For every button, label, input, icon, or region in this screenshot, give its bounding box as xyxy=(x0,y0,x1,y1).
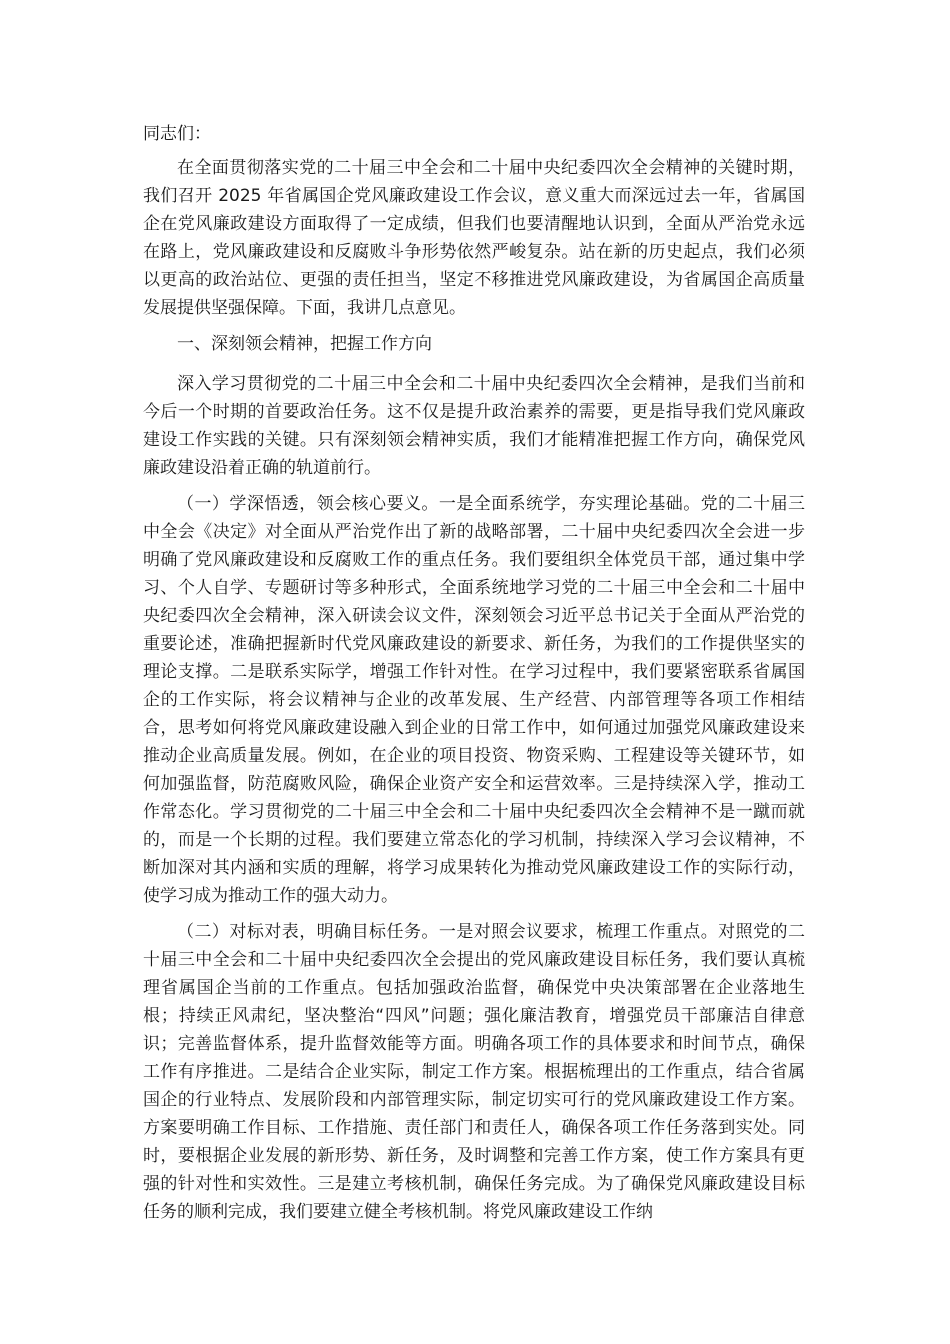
subsection-1-paragraph: （一）学深悟透，领会核心要义。一是全面系统学，夯实理论基础。党的二十届三中全会《决定》对全面从严治党作出了新的战略部署，二十届中央纪委四次全会进一步明确了党风廉政建设和反腐败工作的重点任务。我们要组织全体党员干部，通过集中学习、个人自学、专题研讨等多种形式，全面系统地学习党的二十届三中全会和二十届中央纪委四次全会精神，深入研读会议文件，深刻领会习近平总书记关于全面从严治党的重要论述，准确把握新时代党风廉政建设的新要求、新任务，为我们的工作提供坚实的理论支撑。二是联系实际学，增强工作针对性。在学习过程中，我们要紧密联系省属国企的工作实际，将会议精神与企业的改革发展、生产经营、内部管理等各项工作相结合，思考如何将党风廉政建设融入到企业的日常工作中，如何通过加强党风廉政建设来推动企业高质量发展。例如，在企业的项目投资、物资采购、工程建设等关键环节，如何加强监督，防范腐败风险，确保企业资产安全和运营效率。三是持续深入学，推动工作常态化。学习贯彻党的二十届三中全会和二十届中央纪委四次全会精神不是一蹴而就的，而是一个长期的过程。我们要建立常态化的学习机制，持续深入学习会议精神，不断加深对其内涵和实质的理解，将学习成果转化为推动党风廉政建设工作的实际行动，使学习成为推动工作的强大动力。 xyxy=(143,494,805,906)
salutation: 同志们： xyxy=(143,124,211,144)
section-heading-1: 一、深刻领会精神，把握工作方向 xyxy=(177,334,432,354)
intro-paragraph: 在全面贯彻落实党的二十届三中全会和二十届中央纪委四次全会精神的关键时期，我们召开 2025 年省属国企党风廉政建设工作会议，意义重大而深远过去一年，省属国企在党风廉政建设方面取得了一定成绩，但我们也要清醒地认识到，全面从严治党永远在路上，党风廉政建设和反腐败斗争形势依然严峻复杂。站在新的历史起点，我们必须以更高的政治站位、更强的责任担当，坚定不移推进党风廉政建设，为省属国企高质量发展提供坚强保障。下面，我讲几点意见。 xyxy=(143,158,805,318)
section1-intro-paragraph: 深入学习贯彻党的二十届三中全会和二十届中央纪委四次全会精神，是我们当前和今后一个时期的首要政治任务。这不仅是提升政治素养的需要，更是指导我们党风廉政建设工作实践的关键。只有深刻领会精神实质，我们才能精准把握工作方向，确保党风廉政建设沿着正确的轨道前行。 xyxy=(143,374,805,478)
subsection-2-paragraph: （二）对标对表，明确目标任务。一是对照会议要求，梳理工作重点。对照党的二十届三中全会和二十届中央纪委四次全会提出的党风廉政建设目标任务，我们要认真梳理省属国企当前的工作重点。包括加强政治监督，确保党中央决策部署在企业落地生根；持续正风肃纪，坚决整治“四风”问题；强化廉洁教育，增强党员干部廉洁自律意识；完善监督体系，提升监督效能等方面。明确各项工作的具体要求和时间节点，确保工作有序推进。二是结合企业实际，制定工作方案。根据梳理出的工作重点，结合省属国企的行业特点、发展阶段和内部管理实际，制定切实可行的党风廉政建设工作方案。方案要明确工作目标、工作措施、责任部门和责任人，确保各项工作任务落到实处。同时，要根据企业发展的新形势、新任务，及时调整和完善工作方案，使工作方案具有更强的针对性和实效性。三是建立考核机制，确保任务完成。为了确保党风廉政建设目标任务的顺利完成，我们要建立健全考核机制。将党风廉政建设工作纳 xyxy=(143,922,805,1222)
document-page xyxy=(143,120,805,1234)
